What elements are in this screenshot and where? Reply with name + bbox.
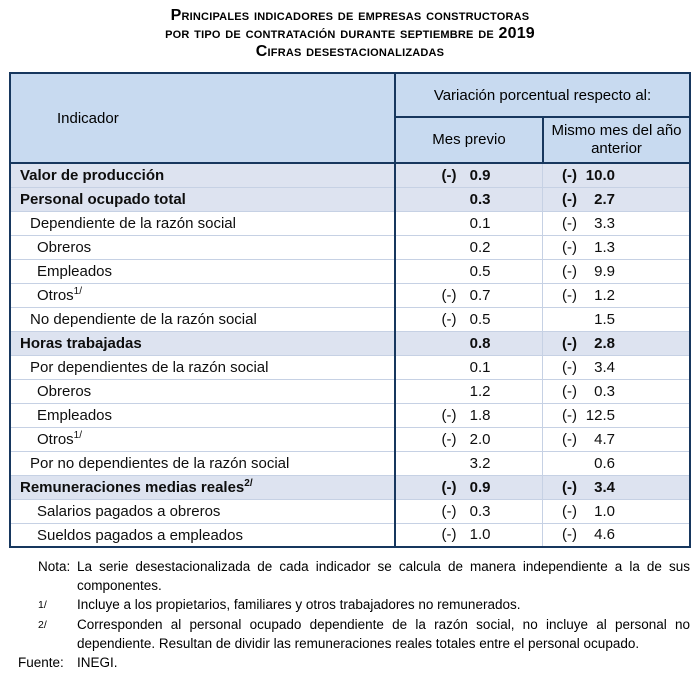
value-sign: (-): [441, 430, 457, 448]
value-number: 0.5: [469, 262, 491, 280]
prev-month-value: [441, 431, 490, 448]
prev-month-value-cell: [395, 523, 543, 547]
value-sign: [562, 455, 583, 472]
value-number: 1.3: [594, 238, 615, 256]
value-number: 4.6: [594, 526, 615, 544]
same-month-value-cell: [543, 307, 690, 331]
value-sign: [441, 191, 462, 208]
row-label: No dependiente de la razón social: [29, 311, 257, 328]
prev-month-value-cell: [395, 283, 543, 307]
same-month-value: [562, 335, 615, 352]
source-text: INEGI.: [77, 655, 118, 670]
row-label: Horas trabajadas: [19, 335, 142, 352]
value-sign: (-): [562, 190, 577, 208]
prev-month-value-cell: [395, 403, 543, 427]
prev-month-value-cell: [395, 211, 543, 235]
row-label: Salarios pagados a obreros: [36, 503, 221, 520]
note-item: [18, 595, 690, 615]
same-month-value-cell: [543, 163, 690, 187]
table-row: [10, 235, 690, 259]
table-body: [10, 163, 690, 547]
same-month-value: [562, 311, 615, 328]
same-month-value-cell: [543, 211, 690, 235]
value-sign: (-): [562, 286, 577, 304]
row-label: Por dependientes de la razón social: [29, 359, 269, 376]
table-row: [10, 211, 690, 235]
row-label: Dependiente de la razón social: [29, 215, 236, 232]
table-row: [10, 403, 690, 427]
prev-month-value-cell: [395, 331, 543, 355]
value-number: 1.5: [594, 310, 615, 328]
value-sign: (-): [562, 358, 577, 376]
same-month-value: [562, 167, 615, 184]
value-number: 0.2: [469, 238, 491, 256]
row-label-cell: [10, 211, 395, 235]
row-label: Empleados: [36, 407, 113, 424]
note-item: [18, 615, 690, 653]
value-number: 2.7: [594, 190, 615, 208]
row-label-cell: [10, 331, 395, 355]
prev-month-value: [441, 167, 490, 184]
same-month-value-cell: [543, 403, 690, 427]
note-text: Incluye a los propietarios, familiares y otros trabajadores no remunerados.: [77, 597, 521, 612]
value-sign: (-): [562, 166, 577, 184]
row-label-cell: [10, 307, 395, 331]
same-month-value: [562, 191, 615, 208]
value-number: 0.9: [469, 166, 491, 184]
value-sign: (-): [562, 214, 577, 232]
same-month-value: [562, 287, 615, 304]
note-item: [18, 557, 690, 595]
col-header-indicator: Indicador: [10, 73, 395, 163]
value-number: 3.4: [594, 478, 615, 496]
row-label-cell: [10, 403, 395, 427]
same-month-value: [562, 503, 615, 520]
col-header-variation-group: Variación porcentual respecto al:: [395, 73, 690, 117]
value-number: 12.5: [585, 406, 615, 424]
note-text: La serie desestacionalizada de cada indicador se calcula de manera independiente a la de sus componentes.: [77, 559, 690, 593]
row-label: Personal ocupado total: [19, 191, 186, 208]
value-sign: [441, 215, 462, 232]
col-header-prev-month: Mes previo: [395, 117, 543, 163]
row-label-cell: [10, 499, 395, 523]
value-sign: (-): [562, 430, 577, 448]
value-number: 0.7: [469, 286, 491, 304]
row-label-cell: [10, 355, 395, 379]
same-month-value-cell: [543, 331, 690, 355]
footnote-marker: 1/: [73, 430, 83, 441]
prev-month-value-cell: [395, 259, 543, 283]
prev-month-value-cell: [395, 475, 543, 499]
note-text: Corresponden al personal ocupado dependiente de la razón social, no incluye al personal no dependiente. Resultan de dividir las remuneraciones reales totales entre el personal ocupado.: [77, 617, 690, 651]
prev-month-value: [441, 359, 490, 376]
table-row: [10, 427, 690, 451]
title-year: 2019: [498, 25, 535, 42]
row-label-cell: [10, 259, 395, 283]
same-month-value: [562, 479, 615, 496]
value-sign: (-): [562, 334, 577, 352]
row-label-cell: [10, 235, 395, 259]
value-sign: [441, 359, 462, 376]
value-sign: (-): [441, 526, 457, 544]
same-month-value-cell: [543, 259, 690, 283]
value-number: 0.8: [469, 334, 491, 352]
row-label: Empleados: [36, 263, 113, 280]
prev-month-value-cell: [395, 427, 543, 451]
source-line: [18, 653, 690, 672]
row-label: Remuneraciones medias reales: [19, 479, 245, 496]
prev-month-value: [441, 407, 490, 424]
row-label-cell: [10, 523, 395, 547]
same-month-value: [562, 431, 615, 448]
value-number: 3.4: [594, 358, 615, 376]
title-line-2-text: por tipo de contratación durante septiembre de: [165, 25, 499, 42]
table-row: [10, 379, 690, 403]
value-number: 4.7: [594, 430, 615, 448]
prev-month-value-cell: [395, 499, 543, 523]
value-sign: (-): [562, 502, 577, 520]
value-number: 1.2: [469, 382, 491, 400]
col-header-same-month: Mismo mes del año anterior: [543, 117, 690, 163]
prev-month-value-cell: [395, 379, 543, 403]
same-month-value: [562, 526, 615, 543]
value-sign: (-): [441, 406, 457, 424]
same-month-value: [562, 455, 615, 472]
value-sign: [441, 239, 462, 256]
table-row: [10, 259, 690, 283]
title-line-3: Cifras desestacionalizadas: [255, 43, 445, 60]
note-label: 2/: [38, 619, 47, 631]
row-label: Por no dependientes de la razón social: [29, 455, 290, 472]
row-label-cell: [10, 427, 395, 451]
value-sign: (-): [441, 310, 457, 328]
row-label: Sueldos pagados a empleados: [36, 526, 243, 544]
value-number: 3.3: [594, 214, 615, 232]
prev-month-value-cell: [395, 307, 543, 331]
prev-month-value-cell: [395, 235, 543, 259]
table-row: [10, 475, 690, 499]
table-row: [10, 355, 690, 379]
row-label-cell: [10, 451, 395, 475]
row-label-cell: [10, 163, 395, 187]
value-number: 1.0: [469, 526, 491, 544]
footnote-marker: 1/: [73, 286, 83, 297]
value-number: 0.1: [469, 358, 491, 376]
prev-month-value: [441, 455, 490, 472]
prev-month-value: [441, 383, 490, 400]
table-row: [10, 523, 690, 547]
note-label: 1/: [38, 599, 47, 611]
notes-list: [18, 557, 690, 653]
source-label: Fuente:: [18, 655, 64, 670]
prev-month-value: [441, 191, 490, 208]
same-month-value-cell: [543, 379, 690, 403]
page-title: [0, 0, 700, 61]
value-number: 0.3: [469, 190, 491, 208]
value-sign: (-): [562, 262, 577, 280]
value-number: 0.1: [469, 214, 491, 232]
value-sign: [441, 335, 462, 352]
row-label-cell: [10, 475, 395, 499]
row-label: Valor de producción: [19, 167, 165, 185]
note-label: Nota:: [38, 559, 71, 574]
value-sign: (-): [562, 406, 577, 424]
same-month-value: [562, 215, 615, 232]
value-number: 1.8: [469, 406, 491, 424]
value-sign: [441, 263, 462, 280]
notes-section: [18, 557, 690, 672]
table-row: [10, 163, 690, 187]
value-sign: (-): [562, 478, 577, 496]
prev-month-value: [441, 287, 490, 304]
row-label-cell: [10, 187, 395, 211]
prev-month-value: [441, 526, 490, 543]
value-sign: (-): [441, 166, 457, 184]
row-label: Otros: [36, 287, 74, 304]
value-number: 3.2: [469, 454, 491, 472]
value-number: 0.6: [594, 454, 615, 472]
prev-month-value-cell: [395, 163, 543, 187]
title-line-2: [0, 25, 700, 43]
value-sign: (-): [441, 286, 457, 304]
value-sign: [441, 455, 462, 472]
value-number: 1.2: [594, 286, 615, 304]
value-sign: [562, 311, 583, 328]
prev-month-value: [441, 239, 490, 256]
same-month-value-cell: [543, 235, 690, 259]
value-sign: (-): [562, 382, 577, 400]
table-header: [10, 73, 690, 163]
same-month-value: [562, 239, 615, 256]
value-sign: (-): [441, 478, 457, 496]
same-month-value-cell: [543, 499, 690, 523]
same-month-value-cell: [543, 475, 690, 499]
value-number: 2.8: [594, 334, 615, 352]
row-label-cell: [10, 283, 395, 307]
row-label: Obreros: [36, 239, 92, 256]
prev-month-value: [441, 215, 490, 232]
same-month-value: [562, 263, 615, 280]
value-number: 2.0: [469, 430, 491, 448]
value-number: 0.3: [594, 382, 615, 400]
value-sign: (-): [562, 526, 577, 544]
row-label: Otros: [36, 431, 74, 448]
same-month-value-cell: [543, 523, 690, 547]
value-number: 1.0: [594, 502, 615, 520]
table-row: [10, 451, 690, 475]
footnote-marker: 2/: [244, 478, 253, 489]
table-row: [10, 331, 690, 355]
value-number: 9.9: [594, 262, 615, 280]
same-month-value-cell: [543, 451, 690, 475]
value-sign: [441, 383, 462, 400]
value-sign: (-): [441, 502, 457, 520]
table-row: [10, 499, 690, 523]
same-month-value-cell: [543, 355, 690, 379]
prev-month-value: [441, 479, 490, 496]
value-number: 0.5: [469, 310, 491, 328]
table-row: [10, 187, 690, 211]
same-month-value-cell: [543, 427, 690, 451]
same-month-value: [562, 383, 615, 400]
row-label: Obreros: [36, 383, 92, 400]
prev-month-value: [441, 263, 490, 280]
value-number: 0.3: [469, 502, 491, 520]
prev-month-value-cell: [395, 355, 543, 379]
same-month-value-cell: [543, 283, 690, 307]
value-number: 0.9: [469, 478, 491, 496]
prev-month-value: [441, 335, 490, 352]
prev-month-value-cell: [395, 451, 543, 475]
prev-month-value: [441, 503, 490, 520]
same-month-value: [562, 359, 615, 376]
title-line-1: Principales indicadores de empresas constructoras: [170, 7, 530, 24]
same-month-value-cell: [543, 187, 690, 211]
value-sign: (-): [562, 238, 577, 256]
row-label-cell: [10, 379, 395, 403]
same-month-value: [562, 407, 615, 424]
indicators-table: [9, 72, 691, 548]
table-row: [10, 307, 690, 331]
prev-month-value-cell: [395, 187, 543, 211]
prev-month-value: [441, 311, 490, 328]
value-number: 10.0: [585, 166, 615, 184]
table-row: [10, 283, 690, 307]
